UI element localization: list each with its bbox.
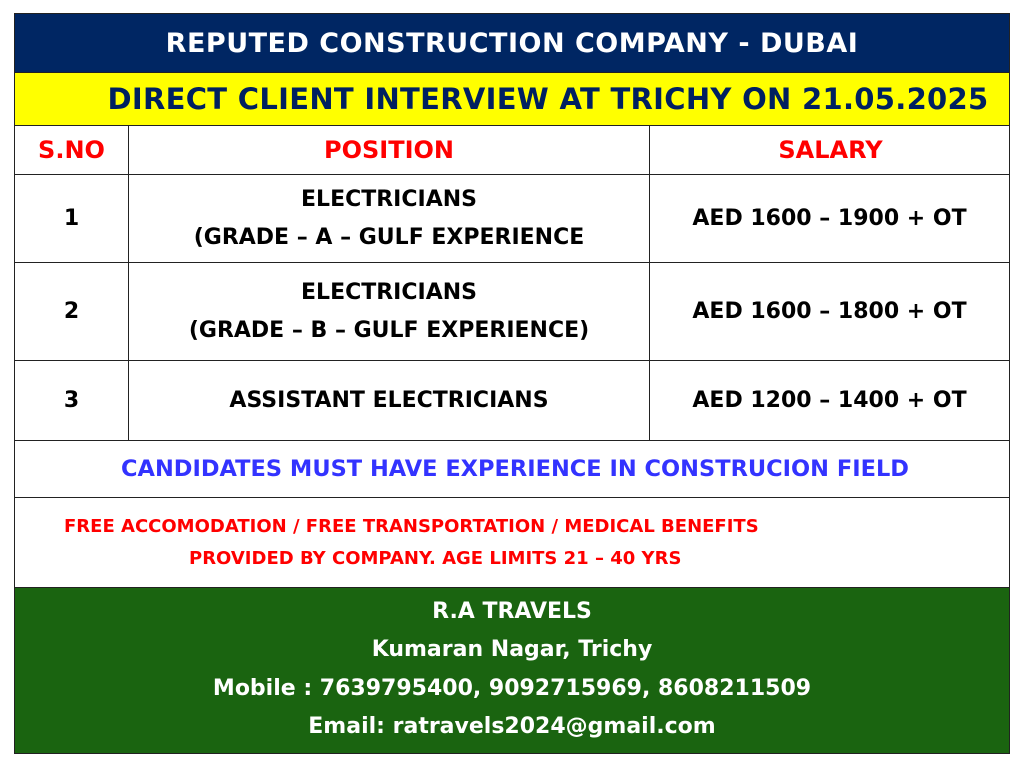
job-advertisement	[14, 13, 1010, 754]
agency-address: Kumaran Nagar, Trichy	[371, 637, 653, 662]
table-row-3-salary: AED 1200 – 1400 + OT	[650, 361, 1009, 441]
company-title: REPUTED CONSTRUCTION COMPANY - DUBAI	[165, 27, 859, 59]
positions-table	[15, 126, 1009, 441]
benefits-line-2: PROVIDED BY COMPANY. AGE LIMITS 21 – 40 YRS	[189, 547, 682, 569]
position-title: ELECTRICIANS	[301, 279, 477, 305]
company-title-banner	[15, 14, 1009, 73]
position-grade: (GRADE – A – GULF EXPERIENCE	[193, 224, 585, 250]
table-row-1-sno: 1	[15, 175, 129, 263]
table-row-2-position	[129, 263, 650, 361]
contact-footer	[15, 588, 1009, 753]
mobile-numbers: Mobile : 7639795400, 9092715969, 8608211509	[212, 675, 812, 701]
position-grade: (GRADE – B – GULF EXPERIENCE)	[188, 317, 590, 343]
column-header-position: POSITION	[129, 126, 650, 175]
position-title: ELECTRICIANS	[301, 186, 477, 212]
table-row-1-salary: AED 1600 – 1900 + OT	[650, 175, 1009, 263]
table-row-2-salary: AED 1600 – 1800 + OT	[650, 263, 1009, 361]
table-row-3-sno: 3	[15, 361, 129, 441]
table-row-3-position	[129, 361, 650, 441]
benefits-line-1: FREE ACCOMODATION / FREE TRANSPORTATION / MEDICAL BENEFITS	[64, 515, 759, 537]
interview-date-text: DIRECT CLIENT INTERVIEW AT TRICHY ON 21.05.2025	[107, 82, 989, 116]
experience-requirement-note: CANDIDATES MUST HAVE EXPERIENCE IN CONSTRUCION FIELD	[15, 441, 1009, 498]
interview-banner	[15, 73, 1009, 126]
column-header-salary: SALARY	[650, 126, 1009, 175]
position-title: ASSISTANT ELECTRICIANS	[229, 387, 549, 413]
agency-name: R.A TRAVELS	[432, 598, 592, 624]
email-address: Email: ratravels2024@gmail.com	[308, 714, 716, 739]
table-row-1-position	[129, 175, 650, 263]
table-row-2-sno: 2	[15, 263, 129, 361]
benefits-section	[15, 498, 1009, 588]
column-header-sno: S.NO	[15, 126, 129, 175]
